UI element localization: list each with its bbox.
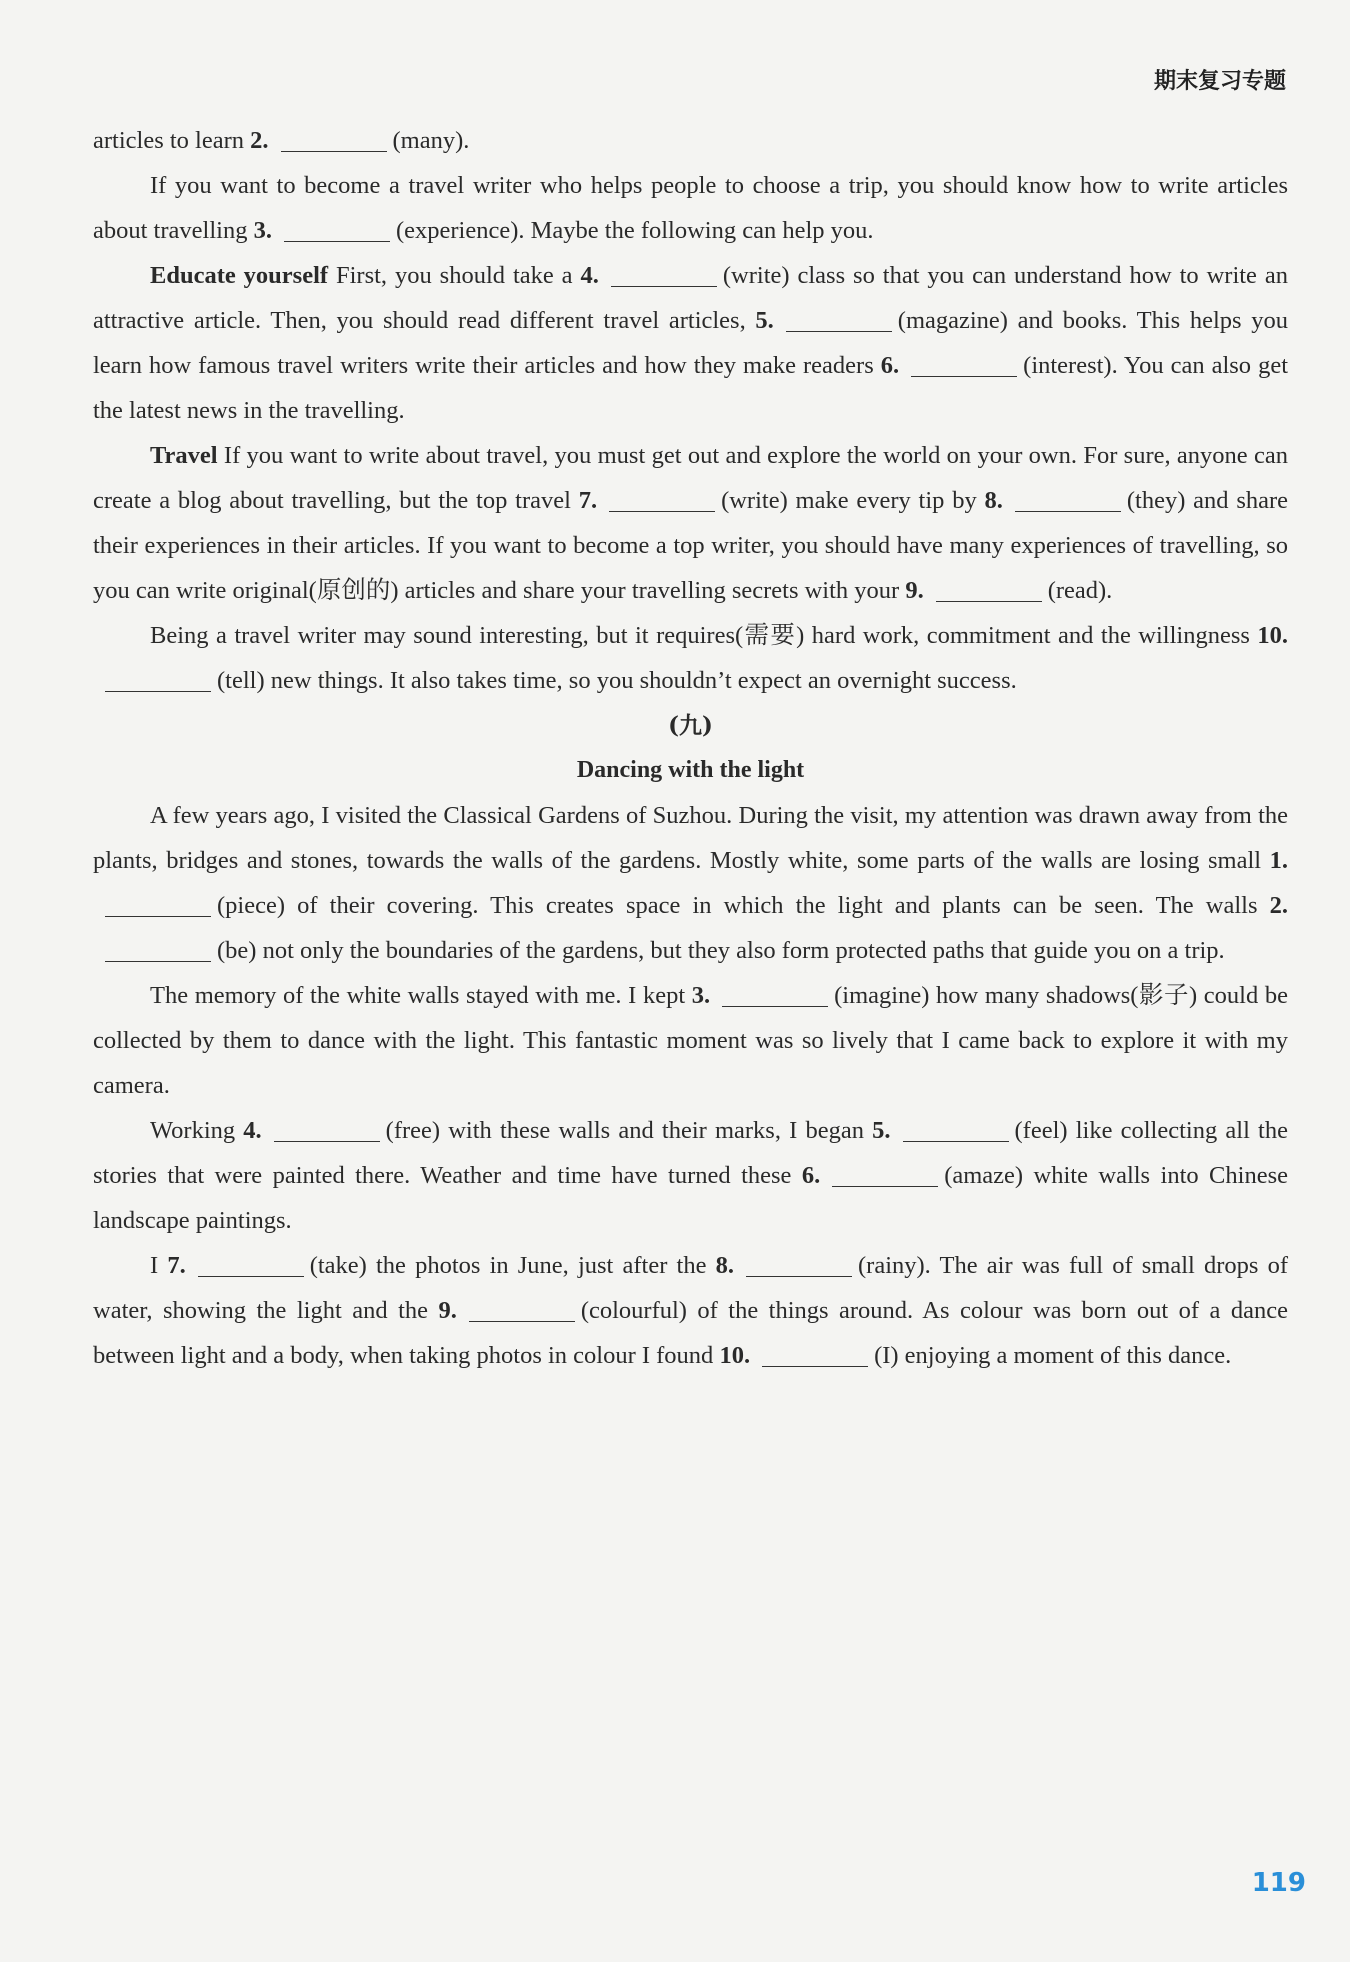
hint-word: (free) xyxy=(385,1117,441,1144)
text: First, you should take a xyxy=(328,262,581,289)
blank-number: 2. xyxy=(1269,892,1288,919)
text: make every tip by xyxy=(787,487,985,514)
blank-number: 3. xyxy=(691,982,711,1009)
answer-blank-8[interactable] xyxy=(746,1252,852,1278)
text: articles to learn xyxy=(93,127,251,154)
text: of their covering. This creates space in which the light and plants can be seen. The walls xyxy=(285,892,1270,919)
text: new things. It also takes time, so you shouldn’t expect an overnight success. xyxy=(264,667,1017,694)
passage8-paragraph-2 xyxy=(93,253,1288,433)
passage9-paragraph-2 xyxy=(93,973,1288,1108)
text: A few years ago, I visited the Classical Gardens of Suzhou. During the visit, my attention was drawn away from the plants, bridges and stones, towards the walls of the gardens. Mostly white, some parts of the walls are losing small xyxy=(93,802,1288,874)
page-header: 期末复习专题 xyxy=(1153,69,1286,94)
passage8-paragraph-3 xyxy=(93,433,1288,613)
blank-number: 4. xyxy=(580,262,599,289)
passage8-paragraph-4 xyxy=(93,613,1288,703)
answer-blank-4[interactable] xyxy=(611,262,717,288)
answer-blank-7[interactable] xyxy=(198,1252,304,1278)
passage8-paragraph-1 xyxy=(93,163,1288,253)
page-number: 119 xyxy=(1251,1868,1306,1898)
answer-blank-3[interactable] xyxy=(722,982,828,1008)
text: and books. This helps you learn how famous travel writers write their articles and how they make readers xyxy=(93,307,1288,379)
hint-word: (interest). xyxy=(1023,352,1118,379)
text: If you want to become a travel writer who helps people to choose a trip, you should know how to write articles about travelling xyxy=(93,172,1288,244)
hint-word: (magazine) xyxy=(897,307,1008,334)
passage9-paragraph-1 xyxy=(93,793,1288,973)
text: of the things around. As colour was born out of a dance between light and a body, when taking photos in colour I found xyxy=(93,1297,1288,1369)
answer-blank-4[interactable] xyxy=(274,1117,380,1143)
answer-blank-3[interactable] xyxy=(284,217,390,243)
section-lead: Travel xyxy=(150,442,218,469)
text: The air was full of small drops of water, showing the light and the xyxy=(93,1252,1288,1324)
hint-word: (rainy). xyxy=(858,1252,931,1279)
answer-blank-8[interactable] xyxy=(1015,487,1121,513)
blank-number: 7. xyxy=(167,1252,186,1279)
blank-number: 3. xyxy=(253,217,272,244)
blank-number: 1. xyxy=(1269,847,1288,874)
exercise-content xyxy=(93,118,1288,1378)
hint-word: (amaze) xyxy=(944,1162,1024,1189)
text: like collecting all the stories that were painted there. Weather and time have turned these xyxy=(93,1117,1288,1189)
answer-blank-5[interactable] xyxy=(786,307,892,333)
answer-blank-1[interactable] xyxy=(105,892,211,918)
text: how many shadows(影子) could be collected by them to dance with the light. This fantastic moment was so lively that I came back to explore it with my camera. xyxy=(93,982,1288,1099)
hint-word: (take) xyxy=(309,1252,367,1279)
answer-blank-5[interactable] xyxy=(903,1117,1009,1143)
hint-word: (be) xyxy=(217,937,257,964)
blank-number: 9. xyxy=(905,577,924,604)
blank-number: 4. xyxy=(243,1117,262,1144)
text: and share their experiences in their articles. If you want to become a top writer, you should have many experiences of travelling, so you can write original(原创的) articles and share your travelling secrets with your xyxy=(93,487,1289,604)
blank-number: 6. xyxy=(801,1162,821,1189)
text: The memory of the white walls stayed with me. I kept xyxy=(150,982,692,1009)
hint-word: (they) xyxy=(1126,487,1186,514)
hint-word: (experience). xyxy=(395,217,525,244)
passage-title: Dancing with the light xyxy=(576,757,805,783)
text: the photos in June, just after the xyxy=(366,1252,716,1279)
hint-word: (feel) xyxy=(1014,1117,1068,1144)
blank-number: 6. xyxy=(880,352,900,379)
passage8-paragraph-0 xyxy=(93,118,1288,163)
text: Being a travel writer may sound interesting, but it requires(需要) hard work, commitment and the willingness xyxy=(150,622,1258,649)
passage-number: (九) xyxy=(668,712,713,739)
passage9-paragraph-4 xyxy=(93,1243,1288,1378)
text: enjoying a moment of this dance. xyxy=(898,1342,1232,1369)
answer-blank-7[interactable] xyxy=(609,487,715,513)
blank-number: 10. xyxy=(719,1342,751,1369)
blank-number: 9. xyxy=(438,1297,457,1324)
hint-word: (write) xyxy=(722,262,790,289)
text: Working xyxy=(150,1117,244,1144)
hint-word: (imagine) xyxy=(834,982,930,1009)
text: Maybe the following can help you. xyxy=(524,217,874,244)
blank-number: 2. xyxy=(250,127,269,154)
blank-number: 8. xyxy=(715,1252,735,1279)
answer-blank-6[interactable] xyxy=(911,352,1017,378)
answer-blank-2[interactable] xyxy=(105,937,211,963)
hint-word: (read). xyxy=(1047,577,1113,604)
hint-word: (piece) xyxy=(217,892,285,919)
blank-number: 7. xyxy=(578,487,598,514)
text: I xyxy=(150,1252,168,1279)
hint-word: (many). xyxy=(392,127,470,154)
answer-blank-10[interactable] xyxy=(105,667,211,693)
text: white walls into Chinese landscape paintings. xyxy=(93,1162,1288,1234)
blank-number: 8. xyxy=(984,487,1003,514)
answer-blank-2[interactable] xyxy=(281,127,387,153)
text: with these walls and their marks, I began xyxy=(440,1117,873,1144)
hint-word: (write) xyxy=(721,487,788,514)
section-lead: Educate yourself xyxy=(150,262,329,289)
passage9-paragraph-3 xyxy=(93,1108,1288,1243)
answer-blank-10[interactable] xyxy=(762,1342,868,1368)
text: If you want to write about travel, you must get out and explore the world on your own. For sure, anyone can create a blog about travelling, but the top travel xyxy=(93,442,1288,514)
answer-blank-6[interactable] xyxy=(832,1162,938,1188)
hint-word: (I) xyxy=(874,1342,899,1369)
text: class so that you can understand how to write an attractive article. Then, you should read different travel articles, xyxy=(93,262,1288,334)
answer-blank-9[interactable] xyxy=(936,577,1042,603)
text: not only the boundaries of the gardens, but they also form protected paths that guide you on a trip. xyxy=(256,937,1225,964)
blank-number: 10. xyxy=(1257,622,1288,649)
hint-word: (colourful) xyxy=(580,1297,687,1324)
blank-number: 5. xyxy=(755,307,774,334)
blank-number: 5. xyxy=(872,1117,891,1144)
text: You can also get the latest news in the travelling. xyxy=(93,352,1289,424)
answer-blank-9[interactable] xyxy=(469,1297,575,1323)
hint-word: (tell) xyxy=(217,667,265,694)
